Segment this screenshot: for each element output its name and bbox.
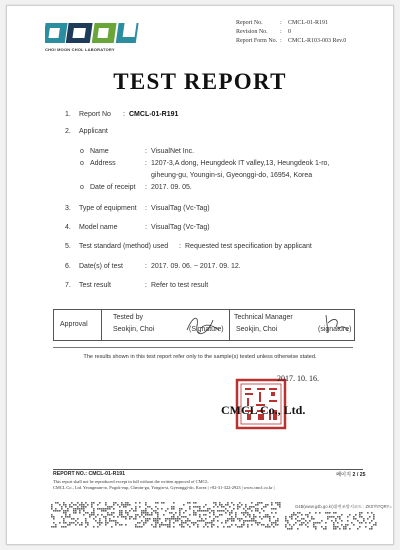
- meta-key: Revision No.: [236, 29, 268, 35]
- meta-row-form-no: [236, 37, 388, 46]
- meta-row-revision: [236, 28, 388, 37]
- meta-key: Report Form No.: [236, 38, 278, 44]
- item-colon: :: [145, 205, 147, 212]
- item-colon: :: [123, 111, 125, 118]
- meta-value: 0: [288, 29, 291, 35]
- tested-by-label: Tested by: [113, 314, 143, 321]
- item-value: CMCL-01-R191: [129, 111, 179, 118]
- bullet-icon: o: [80, 184, 84, 191]
- meta-sep: :: [280, 29, 282, 35]
- divider: [53, 347, 353, 348]
- item-colon: :: [145, 160, 147, 167]
- item-label: Applicant: [79, 128, 108, 135]
- security-pattern-icon: [285, 512, 377, 530]
- item-label: Name: [90, 148, 109, 155]
- meta-value: CMCL-R103-003 Rev.0: [288, 38, 347, 44]
- item-value: VisualTag (Vc-Tag): [151, 205, 210, 212]
- page-title: TEST REPORT: [113, 69, 287, 94]
- item-label: Type of equipment: [79, 205, 137, 212]
- manager-title: Technical Manager: [234, 314, 293, 321]
- item-colon: :: [145, 224, 147, 231]
- manager-signature-label: (signature): [318, 326, 352, 333]
- manager-name: Seokjin, Choi: [236, 326, 278, 333]
- verification-code: G4B(www.g4b.go.kr)위변조방지코드 : ZK0?hTQRY=: [295, 504, 392, 509]
- meta-sep: :: [280, 20, 282, 26]
- item-number: 5.: [65, 243, 71, 250]
- tester-signature-label: (Signature): [189, 326, 224, 333]
- item-label: Test standard (method) used: [79, 243, 169, 250]
- footer-note-reproduction: This report shall not be reproduced except in full without the written approval of CMCL.: [53, 479, 210, 484]
- footer-page-number: [336, 471, 365, 478]
- item-value: 2017. 09. 05.: [151, 184, 192, 191]
- footer-note-address: CMCL Co., Ltd. Yeongmun-ro, Pogok-eup, Cheoin-gu, Yongin-si, Gyeonggi-do, Korea | +82-31-322-2923 | www.cmcl.co.kr |: [53, 485, 275, 490]
- page-number: 2 / 25: [352, 472, 366, 478]
- footer-divider: [53, 469, 363, 470]
- bullet-icon: o: [80, 148, 84, 155]
- results-notice: The results shown in this test report refer only to the sample(s) tested unless otherwise stated.: [83, 354, 317, 360]
- tester-name: Seokjin, Choi: [113, 326, 155, 333]
- meta-sep: :: [280, 38, 282, 44]
- item-value: 1207-3,A dong, Heungdeok IT valley,13, Heungdeok 1-ro,: [151, 160, 330, 167]
- item-value: giheung-gu, Youngin-si, Gyeonggi-do, 16954, Korea: [151, 172, 313, 179]
- item-colon: :: [145, 148, 147, 155]
- footer-report-no: REPORT NO.: CMCL-01-R191: [53, 471, 126, 477]
- item-label: Model name: [79, 224, 118, 231]
- meta-key: Report No.: [236, 20, 263, 26]
- item-number: 6.: [65, 263, 71, 270]
- item-number: 4.: [65, 224, 71, 231]
- company-name: CMCL Co., Ltd.: [221, 403, 306, 417]
- item-label: Date of receipt: [90, 184, 136, 191]
- page-prefix: 페이지: [336, 472, 352, 478]
- item-number: 3.: [65, 205, 71, 212]
- item-colon: :: [179, 243, 181, 250]
- item-value: Requested test specification by applicant: [185, 243, 312, 250]
- report-page: [6, 5, 394, 545]
- item-value: VisualNet Inc.: [151, 148, 195, 155]
- item-label: Report No: [79, 111, 111, 118]
- item-colon: :: [145, 184, 147, 191]
- item-label: Date(s) of test: [79, 263, 123, 270]
- item-value: 2017. 09. 06. ~ 2017. 09. 12.: [151, 263, 241, 270]
- item-label: Address: [90, 160, 116, 167]
- issue-date: 2017. 10. 16.: [277, 374, 319, 383]
- manager-cell: [230, 310, 354, 340]
- item-value: Refer to test result: [151, 282, 209, 289]
- item-colon: :: [145, 263, 147, 270]
- item-colon: :: [145, 282, 147, 289]
- report-meta: [236, 19, 388, 46]
- barcode-pattern-icon: [51, 502, 281, 528]
- manager-signature-icon: [316, 311, 352, 337]
- tester-signature-icon: [183, 312, 223, 338]
- bullet-icon: o: [80, 160, 84, 167]
- approval-table: [53, 309, 355, 341]
- item-number: 1.: [65, 111, 71, 118]
- footer-notes: [53, 479, 373, 491]
- meta-value: CMCL-01-R191: [288, 20, 329, 26]
- approval-label: Approval: [60, 321, 88, 328]
- meta-row-report-no: [236, 19, 388, 28]
- item-label: Test result: [79, 282, 111, 289]
- approval-label-cell: [54, 310, 102, 340]
- tester-cell: [101, 310, 230, 340]
- logo-subtitle: CHOI MOON CHOL LABORATORY: [45, 47, 115, 52]
- item-number: 7.: [65, 282, 71, 289]
- item-value: VisualTag (Vc-Tag): [151, 224, 210, 231]
- item-number: 2.: [65, 128, 71, 135]
